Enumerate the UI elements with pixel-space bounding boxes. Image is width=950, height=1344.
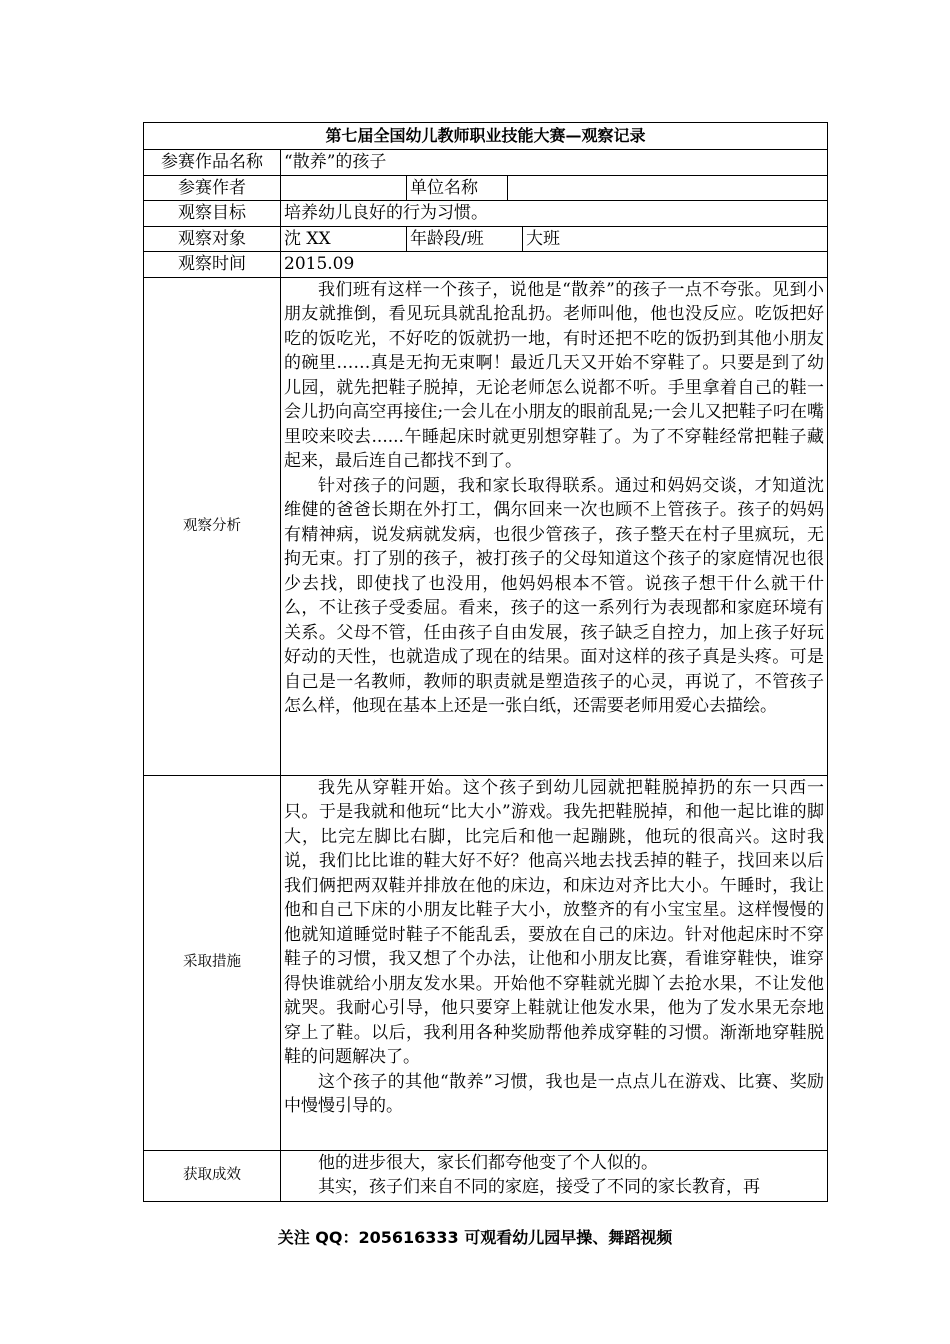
- work-name-value: “散养”的孩子: [281, 150, 828, 176]
- unit-value: [508, 175, 828, 201]
- author-label: 参赛作者: [144, 175, 281, 201]
- measures-label: 采取措施: [144, 775, 281, 1150]
- document-title: 第七届全国幼儿教师职业技能大赛—观察记录: [144, 123, 828, 150]
- measures-content: [281, 775, 828, 1150]
- unit-label: 单位名称: [407, 175, 508, 201]
- analysis-content: [281, 277, 828, 775]
- age-label: 年龄段/班: [407, 226, 523, 252]
- author-value: [281, 175, 407, 201]
- result-content: [281, 1150, 828, 1201]
- analysis-paragraph-1: 我们班有这样一个孩子，说他是“散养”的孩子一点不夸张。见到小朋友就推倒，看见玩具就乱抢乱扔。老师叫他，他也没反应。吃饭把好吃的饭吃光，不好吃的饭就扔一地，有时还把不吃的饭扔到其他小朋友的碗里……真是无拘无束啊！最近几天又开始不穿鞋了。只要是到了幼儿园，就先把鞋子脱掉，无论老师怎么说都不听。手里拿着自己的鞋一会儿扔向高空再接住;一会儿在小朋友的眼前乱晃;一会儿又把鞋子叼在嘴里咬来咬去......午睡起床时就更别想穿鞋了。为了不穿鞋经常把鞋子藏起来，最后连自己都找不到了。: [284, 279, 825, 471]
- measures-paragraph-1: 我先从穿鞋开始。这个孩子到幼儿园就把鞋脱掉扔的东一只西一只。于是我就和他玩“比大小”游戏。我先把鞋脱掉，和他一起比谁的脚大，比完左脚比右脚，比完后和他一起蹦跳，他玩的很高兴。这时我说，我们比比谁的鞋大好不好？他高兴地去找丢掉的鞋子，找回来以后我们俩把两双鞋并排放在他的床边，和床边对齐比大小。午睡时，我让他和自己下床的小朋友比鞋子大小，放整齐的有小宝宝星。这样慢慢的他就知道睡觉时鞋子不能乱丢，要放在自己的床边。针对他起床时不穿鞋子的习惯，我又想了个办法，让他和小朋友比赛，看谁穿鞋快，谁穿得快谁就给小朋友发水果。开始他不穿鞋就光脚丫去抢水果，不让发他就哭。我耐心引导，他只要穿上鞋就让他发水果，他为了发水果无奈地穿上了鞋。以后，我利用各种奖励帮他养成穿鞋的习惯。渐渐地穿鞋脱鞋的问题解决了。: [284, 777, 825, 1067]
- footer-promo-text: 关注 QQ：205616333 可观看幼儿园早操、舞蹈视频: [277, 1228, 673, 1247]
- result-paragraph-1: 他的进步很大，家长们都夸他变了个人似的。: [318, 1152, 658, 1173]
- goal-label: 观察目标: [144, 201, 281, 227]
- result-paragraph-2: 其实，孩子们来自不同的家庭，接受了不同的家长教育，再: [318, 1177, 760, 1197]
- measures-paragraph-2: 这个孩子的其他“散养”习惯，我也是一点点儿在游戏、比赛、奖励中慢慢引导的。: [284, 1071, 825, 1116]
- subject-value: 沈 XX: [281, 226, 407, 252]
- result-label: 获取成效: [144, 1150, 281, 1201]
- subject-label: 观察对象: [144, 226, 281, 252]
- analysis-label: 观察分析: [144, 277, 281, 775]
- time-label: 观察时间: [144, 252, 281, 278]
- work-name-label: 参赛作品名称: [144, 150, 281, 176]
- observation-record-table: [143, 122, 828, 1202]
- time-value: 2015.09: [281, 252, 828, 278]
- age-value: 大班: [523, 226, 828, 252]
- analysis-paragraph-2: 针对孩子的问题，我和家长取得联系。通过和妈妈交谈，才知道沈维健的爸爸长期在外打工，偶尔回来一次也顾不上管孩子。孩子的妈妈有精神病，说发病就发病，也很少管孩子，孩子整天在村子里疯玩，无拘无束。打了别的孩子，被打孩子的父母知道这个孩子的家庭情况也很少去找，即使找了也没用，他妈妈根本不管。说孩子想干什么就干什么，不让孩子受委屈。看来，孩子的这一系列行为表现都和家庭环境有关系。父母不管，任由孩子自由发展，孩子缺乏自控力，加上孩子好玩好动的天性，也就造成了现在的结果。面对这样的孩子真是头疼。可是自己是一名教师，教师的职责就是塑造孩子的心灵，再说了，不管孩子怎么样，他现在基本上还是一张白纸，还需要老师用爱心去描绘。: [284, 475, 825, 716]
- goal-value: 培养幼儿良好的行为习惯。: [281, 201, 828, 227]
